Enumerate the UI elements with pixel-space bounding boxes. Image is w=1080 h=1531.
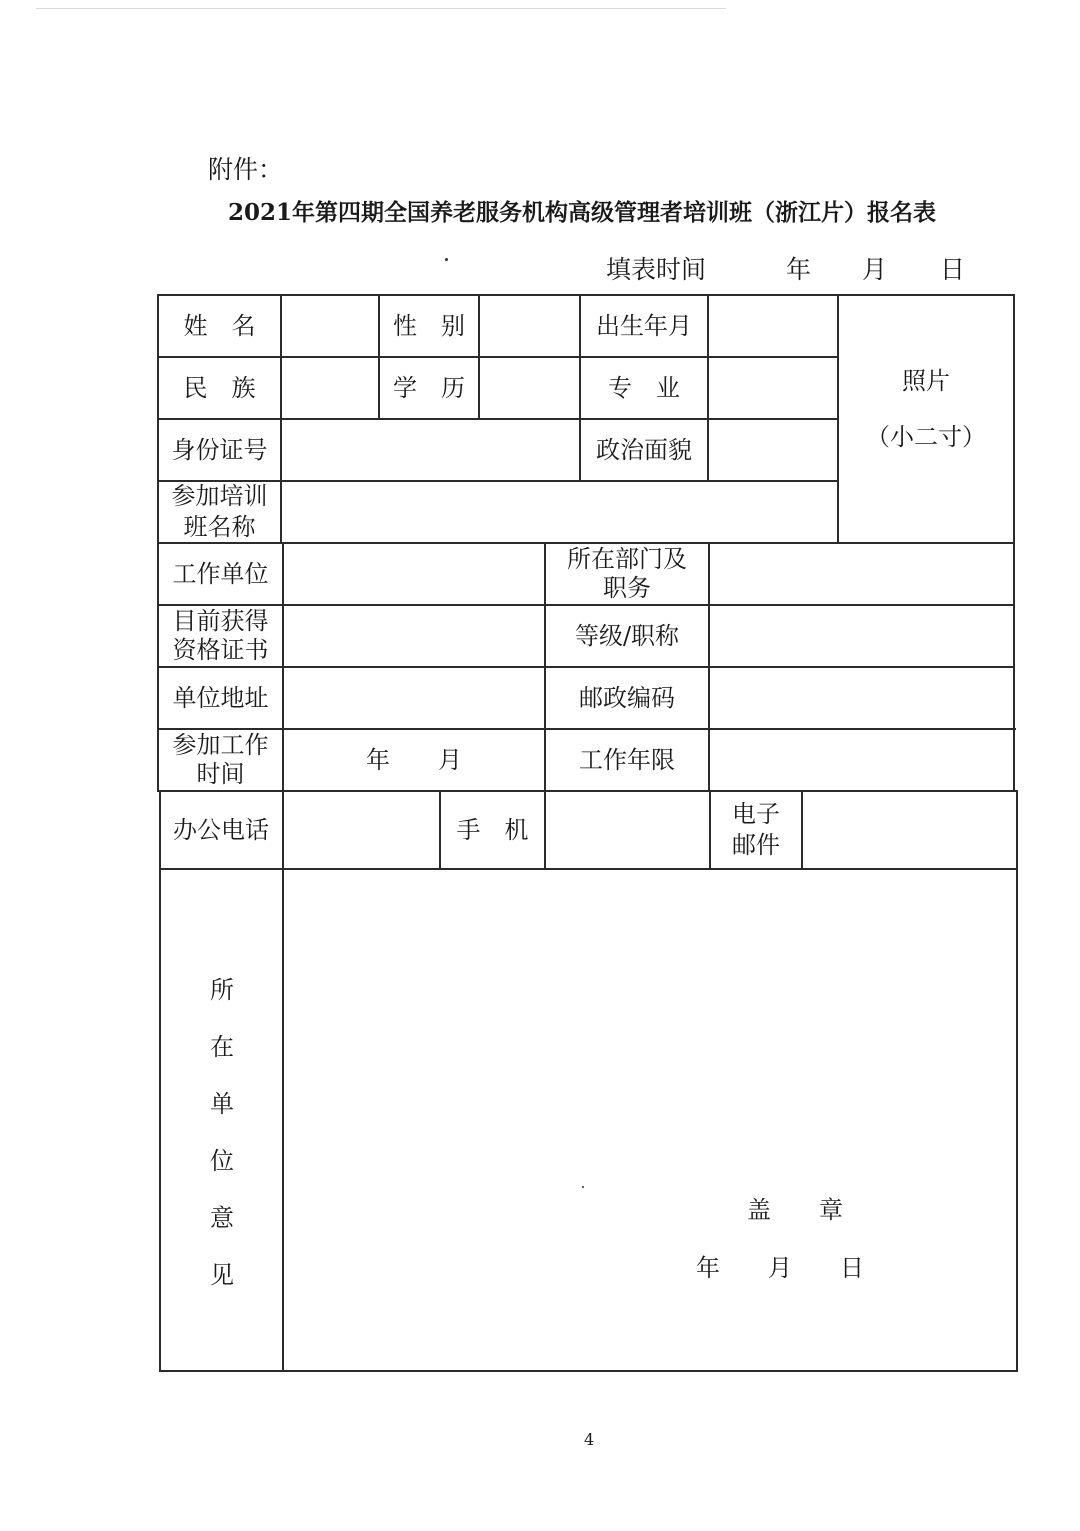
label-training-class: 参加培训 班名称	[171, 482, 268, 541]
table-border-right	[1013, 294, 1015, 792]
field-political-status[interactable]	[709, 420, 837, 480]
field-email[interactable]	[803, 792, 1016, 868]
field-grade-title[interactable]	[710, 606, 1013, 666]
table-border-bottom	[160, 1370, 1018, 1372]
label-ethnicity: 民 族	[183, 374, 256, 402]
field-dept-position[interactable]	[710, 544, 1013, 604]
fill-time-year: 年	[786, 255, 812, 284]
label-mobile: 手 机	[456, 816, 529, 844]
label-major: 专 业	[608, 374, 680, 402]
field-unit-opinion[interactable]	[284, 870, 1016, 1370]
field-office-phone[interactable]	[284, 792, 439, 868]
opinion-date: 年 月 日	[696, 1254, 864, 1282]
label-birth: 出生年月	[596, 312, 692, 340]
field-work-start[interactable]	[284, 730, 544, 790]
label-unit-address: 单位地址	[172, 684, 269, 712]
field-birth[interactable]	[709, 296, 837, 356]
label-unit-opinion: 所 在 单 位 意 见	[210, 976, 234, 1289]
attachment-label: 附件：	[208, 155, 284, 184]
field-mobile[interactable]	[546, 792, 709, 868]
field-ethnicity[interactable]	[282, 358, 378, 418]
label-id-number: 身份证号	[171, 436, 268, 464]
label-dept-position: 所在部门及 职务	[567, 545, 687, 602]
label-name: 姓 名	[183, 312, 256, 340]
photo-box[interactable]	[839, 296, 1013, 542]
work-start-date-placeholder: 年 月	[366, 746, 462, 774]
label-work-years: 工作年限	[579, 746, 675, 774]
field-training-class[interactable]	[282, 482, 837, 542]
field-name[interactable]	[282, 296, 378, 356]
label-work-start: 参加工作 时间	[172, 731, 269, 788]
field-major[interactable]	[709, 358, 837, 418]
label-political-status: 政治面貌	[596, 436, 692, 464]
field-gender[interactable]	[480, 296, 579, 356]
field-postal-code[interactable]	[710, 668, 1013, 728]
field-certificate[interactable]	[284, 606, 544, 666]
label-photo-size: （小二寸）	[866, 423, 986, 451]
fill-time-month: 月	[862, 255, 888, 284]
field-work-unit[interactable]	[284, 544, 544, 604]
label-photo: 照片	[902, 367, 950, 395]
label-email: 电子 邮件	[732, 800, 780, 859]
label-office-phone: 办公电话	[173, 816, 269, 844]
page-number: 4	[584, 1430, 595, 1449]
label-certificate: 目前获得 资格证书	[172, 607, 269, 664]
form-title: 2021年第四期全国养老服务机构高级管理者培训班（浙江片）报名表	[228, 199, 937, 226]
field-education[interactable]	[480, 358, 579, 418]
fill-time-label: 填表时间	[606, 255, 707, 284]
label-grade-title: 等级/职称	[574, 622, 680, 650]
fill-time-day: 日	[940, 255, 966, 284]
label-postal-code: 邮政编码	[579, 684, 675, 712]
scan-speck	[582, 1186, 584, 1188]
table-border-right	[1016, 790, 1018, 1372]
field-unit-address[interactable]	[284, 668, 544, 728]
field-work-years[interactable]	[710, 730, 1014, 790]
field-id-number[interactable]	[282, 420, 579, 480]
label-work-unit: 工作单位	[172, 560, 269, 588]
label-education: 学 历	[393, 374, 465, 402]
seal-label: 盖 章	[747, 1196, 843, 1224]
label-gender: 性 别	[393, 312, 465, 340]
table-border-left	[159, 790, 161, 1372]
